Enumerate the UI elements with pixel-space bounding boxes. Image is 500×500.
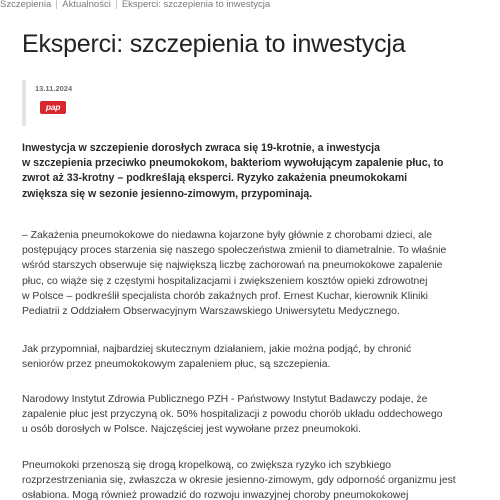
breadcrumb-current: Eksperci: szczepienia to inwestycja (121, 0, 271, 10)
breadcrumb-separator (56, 0, 57, 9)
paragraph-line: Narodowy Instytut Zdrowia Publicznego PZH - Państwowy Instytut Badawczy podaje, że (22, 394, 428, 405)
paragraph-line: Pediatrii z Oddziałem Obserwacyjnym Warszawskiego Uniwersytetu Medycznego. (22, 306, 400, 318)
article-paragraph-1 (22, 228, 446, 319)
paragraph-line: zapalenie płuc jest przyczyną ok. 50% hospitalizacji z powodu chorób układu oddechowego (22, 409, 443, 421)
article-lead (22, 141, 500, 202)
article-paragraph-4 (22, 458, 456, 500)
lead-line: w szczepienia przeciwko pneumokokom, bakteriom wywołującym zapalenie płuc, to (22, 157, 444, 170)
breadcrumb-link-szczepienia[interactable]: Szczepienia (0, 0, 52, 10)
page-title: Eksperci: szczepienia to inwestycja (22, 30, 406, 58)
article-meta (22, 80, 34, 126)
paragraph-line: wśród starszych obserwuje się największą liczbę zachorowań na pneumokokowe zapalenie (22, 260, 443, 272)
breadcrumb-link-aktualnosci[interactable]: Aktualności (62, 0, 111, 10)
article-paragraph-3 (22, 392, 443, 438)
paragraph-line: rozprzestrzeniania się, zwłaszcza w okresie jesienno-zimowym, gdy odporność organizmu jest (22, 475, 456, 487)
paragraph-line: Jak przypomniał, najbardziej skutecznym działaniem, jakie można podjąć, by chronić (22, 344, 412, 355)
breadcrumb-separator (116, 0, 117, 9)
paragraph-line: u osób dorosłych w Polsce. Najczęściej jest wywołane przez pneumokoki. (22, 424, 362, 436)
breadcrumb (0, 0, 270, 11)
article-paragraph-2 (22, 342, 411, 372)
lead-line: Inwestycja w szczepienie dorosłych zwraca się 19-krotnie, a inwestycja (22, 142, 380, 154)
paragraph-line: Pneumokoki przenoszą się drogą kropelkową, co zwiększa ryzyko ich szybkiego (22, 460, 392, 471)
lead-line: zwiększa się w sezonie jesienno-zimowym, przypominają. (22, 187, 313, 200)
paragraph-line: w Polsce – podkreślił specjalista chorób zakaźnych prof. Ernest Kuchar, kierownik Kliniki (22, 290, 428, 302)
meta-divider-bar (22, 80, 26, 126)
article-date: 13.11.2024 (35, 84, 73, 93)
paragraph-line: – Zakażenia pneumokokowe do niedawna kojarzone były głównie z chorobami dzieci, ale (22, 230, 433, 241)
paragraph-line: osłabiona. Mogą również prowadzić do rozwoju inwazyjnej choroby pneumokokowej (22, 490, 409, 500)
paragraph-line: seniorów przez pneumokokowym zapaleniem płuc, są szczepienia. (22, 359, 331, 371)
paragraph-line: postępujący proces starzenia się naszego społeczeństwa zmienił to diametralnie. To właśnie (22, 245, 447, 257)
paragraph-line: płuc, co wiąże się z częstymi hospitalizacjami i zwiększeniem kosztów opieki zdrowotnej (22, 275, 428, 287)
pap-logo: pap (40, 101, 66, 114)
lead-line: zwrot aż 33-krotny – podkreślają eksperci. Ryzyko zakażenia pneumokokami (22, 172, 408, 185)
